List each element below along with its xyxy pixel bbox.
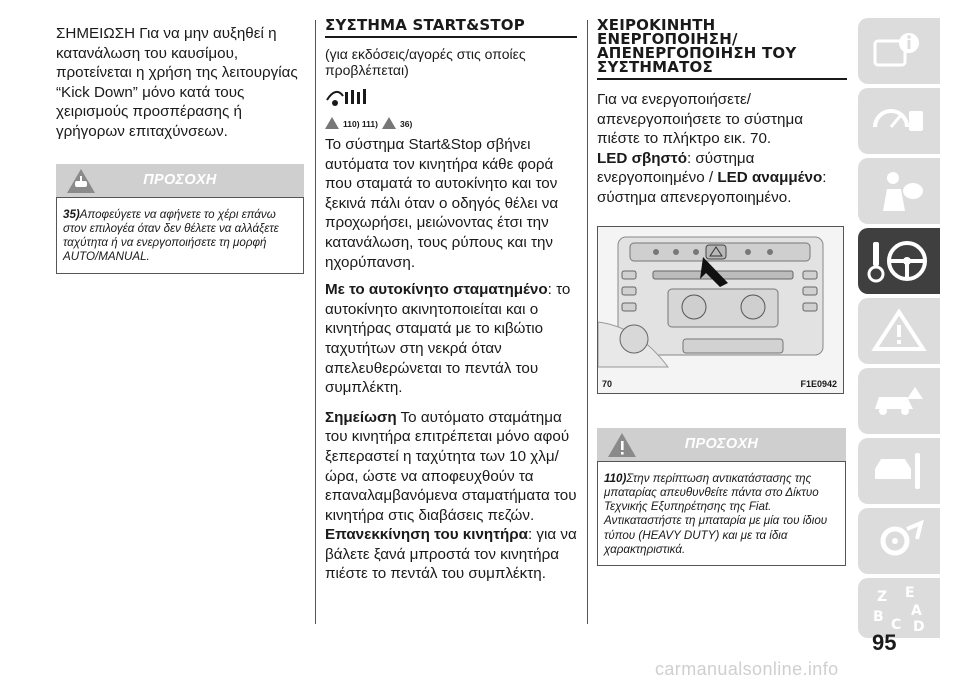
warning-header: [597, 428, 846, 461]
airbag-safety-icon: [871, 169, 927, 213]
warning-ref-icon: [325, 117, 339, 129]
tab-dashboard[interactable]: [858, 88, 940, 154]
column-divider: [587, 20, 588, 624]
dashboard-icon: [871, 101, 927, 141]
page-number: 95: [872, 630, 897, 655]
info-icon: [871, 31, 927, 71]
warning-triangle-icon: [66, 168, 96, 194]
warning-references: [325, 117, 577, 129]
warning-box: [597, 461, 846, 567]
section-subtitle: (για εκδόσεις/αγορές στις οποίες προβλέπεται): [325, 46, 526, 78]
watermark: carmanualsonline.info: [655, 659, 839, 679]
stopped-text: : το αυτοκίνητο ακινητοποιείται και ο κινητήρας σταματά με το κιβώτιο ταχυτήτων στη νεκρά όταν απελευθερώνεται το πεντάλ του συμπλέκτη.: [325, 281, 571, 397]
figure-dashboard: [597, 226, 844, 394]
note-paragraph: ΣΗΜΕΙΩΣΗ Για να μην αυξηθεί η κατανάλωση του καυσίμου, προτείνεται η χρήση της λειτουργίας “Kick Down” μόνο κατά τους χειρισμούς προσπέρασης ή γρήγορων επιταχύνσεων.: [56, 25, 298, 140]
technical-data-icon: [871, 519, 927, 563]
column-middle: [325, 18, 577, 584]
led-paragraph: [597, 149, 847, 208]
svg-text:Z: Z: [877, 589, 888, 605]
manual-paragraph: Για να ενεργοποιήσετε/ απενεργοποιήσετε το σύστημα πιέστε το πλήκτρο εικ. 70.: [597, 91, 804, 148]
emergency-car-icon: [871, 381, 927, 421]
warning-triangle-icon: [607, 432, 637, 458]
note-text: Το αυτόματο σταμάτημα του κινητήρα επιτρέπεται μόνο αφού ξεπεραστεί η ταχύτητα των 10 χλμ/ώρα, ώστε να αποφευχθούν τα επαναλαμβανόμενα σταματήματα του κινητήρα στις διαβάσεις πεζών.: [325, 408, 577, 524]
note-paragraph-2: [325, 408, 577, 526]
center-console-illustration: [598, 227, 843, 393]
warning-triangle-icon: [871, 309, 927, 353]
intro-paragraph: Το σύστημα Start&Stop σβήνει αυτόματα τον κινητήρα κάθε φορά που σταματά το αυτοκίνητο και τον ξεκινά πάλι όταν ο οδηγός θέλει να προχωρήσει, μειώνοντας έτσι την κατανάλωση, τους ρύπους και την ηχορύπανση.: [325, 136, 559, 271]
warning-text: Στην περίπτωση αντικατάστασης της μπαταρίας απευθυνθείτε πάντα στο Δίκτυο Τεχνικής Εξυπηρέτησης της Fiat. Αντικαταστήστε τη μπαταρία με μία του ίδιου τύπου (HEAVY DUTY) και με τα ίδια χαρακτηριστικά.: [604, 471, 828, 557]
warning-title: ΠΡΟΣΟΧΗ: [143, 172, 217, 189]
maintenance-icon: [871, 449, 927, 493]
warning-text: Αποφεύγετε να αφήνετε το χέρι επάνω στον επιλογέα όταν δεν θέλετε να αλλάξετε ταχύτητα ή να ενεργοποιήσετε τη μορφή AUTO/MANUAL.: [63, 207, 279, 264]
title-rule: [325, 36, 577, 38]
warning-box: [56, 197, 304, 274]
warning-header: [56, 164, 304, 197]
figure-number: 70: [602, 378, 613, 389]
ref-cautions: 36): [399, 119, 413, 129]
note-label: Σημείωση: [325, 408, 397, 426]
tab-index[interactable]: [858, 578, 940, 638]
tab-warnings[interactable]: [858, 298, 940, 364]
restart-text: : για να βάλετε ξανά μπροστά τον κινητήρα πιέστε το πεντάλ του συμπλέκτη.: [325, 526, 577, 583]
column-right: [597, 18, 847, 566]
svg-text:D: D: [913, 619, 925, 633]
led-off-label: LED σβηστό: [597, 149, 687, 167]
title-rule: [597, 78, 847, 80]
svg-text:E: E: [905, 585, 915, 601]
key-steering-wheel-icon: [867, 236, 931, 286]
column-left: [56, 24, 304, 274]
tab-maintenance[interactable]: [858, 438, 940, 504]
led-off-text: : σύστημα ενεργοποιημένο /: [597, 149, 755, 187]
caution-ref-icon: [382, 117, 396, 129]
index-icon: [869, 583, 929, 633]
tab-starting-driving[interactable]: [858, 228, 940, 294]
ecologic-icon: [325, 86, 577, 113]
warning-number: 35): [63, 207, 80, 221]
led-on-text: : σύστημα απενεργοποιημένο.: [597, 169, 827, 206]
ref-warnings: 110) 111): [343, 119, 378, 129]
tab-info[interactable]: [858, 18, 940, 84]
led-on-label: LED αναμμένο: [717, 169, 823, 187]
tab-technical-data[interactable]: [858, 508, 940, 574]
svg-text:B: B: [873, 609, 884, 625]
section-title-line-2: ΑΠΕΝΕΡΓΟΠΟΙΗΣΗ ΤΟΥ: [597, 44, 797, 62]
restart-label: Επανεκκίνηση του κινητήρα: [325, 526, 528, 544]
figure-code: F1E0942: [800, 378, 837, 389]
column-divider: [315, 20, 316, 624]
stopped-paragraph: [325, 280, 577, 398]
section-title-line-1: ΧΕΙΡΟΚΙΝΗΤΗ ΕΝΕΡΓΟΠΟΙΗΣΗ/: [597, 16, 738, 48]
tab-safety[interactable]: [858, 158, 940, 224]
section-title: ΣΥΣΤΗΜΑ START&STOP: [325, 16, 525, 34]
warning-number: 110): [604, 471, 627, 485]
stopped-label: Με το αυτοκίνητο σταματημένο: [325, 281, 548, 299]
warning-title: ΠΡΟΣΟΧΗ: [684, 436, 759, 453]
tab-emergency[interactable]: [858, 368, 940, 434]
section-title-line-3: ΣΥΣΤΗΜΑΤΟΣ: [597, 58, 713, 76]
svg-text:C: C: [891, 617, 902, 633]
svg-text:A: A: [911, 603, 922, 619]
restart-paragraph: [325, 525, 577, 584]
